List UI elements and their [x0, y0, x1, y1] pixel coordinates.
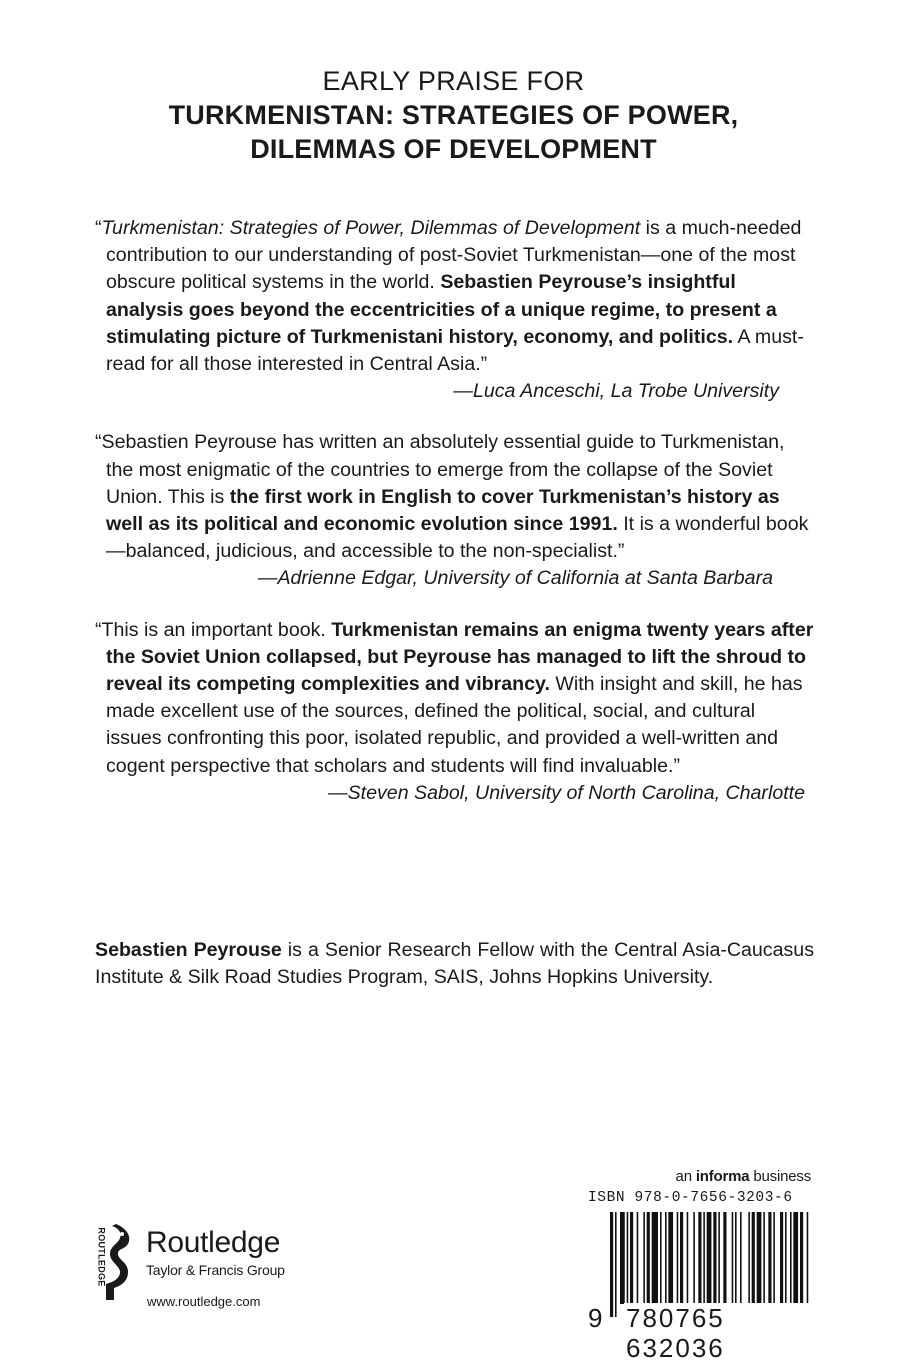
tagline-suffix: business	[749, 1168, 811, 1185]
barcode-bar	[732, 1212, 734, 1304]
barcode-bar	[790, 1212, 792, 1304]
barcode-bar	[807, 1212, 809, 1317]
barcode-bar	[693, 1212, 695, 1304]
publisher-logo	[92, 1222, 352, 1322]
publisher-group: Taylor & Francis Group	[146, 1262, 285, 1278]
informa-tagline	[676, 1168, 811, 1185]
barcode-bar	[800, 1212, 803, 1304]
tagline-bold: informa	[695, 1168, 750, 1185]
cover-header	[0, 64, 907, 166]
author-bio-text: is a Senior Research Fellow with the Central Asia-Caucasus Institute & Silk Road Studies Program, SAIS, Johns Hopkins University.	[95, 939, 814, 989]
quote-attribution: —Steven Sabol, University of North Carolina, Charlotte	[328, 781, 805, 804]
praise-quotes	[95, 215, 815, 807]
barcode-bar	[643, 1212, 645, 1304]
book-title-line-1: TURKMENISTAN: STRATEGIES OF POWER,	[168, 100, 739, 130]
barcode-bar	[785, 1212, 787, 1304]
author-bio	[95, 937, 814, 991]
barcode-bar	[665, 1212, 667, 1304]
barcode-bars	[610, 1212, 810, 1317]
barcode-bar	[773, 1212, 775, 1304]
publisher-name: Routledge	[146, 1226, 281, 1259]
barcode-bar	[768, 1212, 771, 1304]
isbn-text: ISBN 978-0-7656-3203-6	[588, 1190, 793, 1206]
praise-quote-2	[95, 429, 815, 592]
book-title-line-2: DILEMMAS OF DEVELOPMENT	[250, 134, 657, 164]
barcode-bar	[735, 1212, 737, 1304]
quote-attribution: —Luca Anceschi, La Trobe University	[453, 380, 779, 403]
quote-bold-text: Sebastien Peyrouse’s insightful analysis goes beyond the eccentricities of a unique regime, to present a stimulating picture of Turkmenistani history, economy, and politics.	[106, 271, 777, 348]
tagline-prefix: an	[675, 1168, 696, 1185]
quote-bold-text: the first work in English to cover Turkmenistan’s history as well as its political and economic evolution since 1991.	[106, 485, 780, 536]
isbn-barcode	[588, 1168, 813, 1363]
quote-text: is a much-needed contribution to our understanding of post-Soviet Turkmenistan—one of the most obscure political systems in the world.	[106, 217, 802, 294]
barcode-bar	[630, 1212, 633, 1304]
quote-bold-text: Turkmenistan remains an enigma twenty years after the Soviet Union collapsed, but Peyrouse has managed to lift the shroud to reveal its competing complexities and vibrancy.	[106, 618, 814, 696]
quote-body	[95, 215, 815, 378]
praise-quote-1	[95, 215, 815, 405]
header-kicker: EARLY PRAISE FOR	[322, 66, 585, 96]
barcode-bar	[620, 1212, 625, 1304]
barcode-bar	[677, 1212, 679, 1304]
barcode-bar	[615, 1212, 617, 1317]
quote-book-title: Turkmenistan: Strategies of Power, Dilemmas of Development	[101, 217, 641, 239]
barcode-bar	[757, 1212, 762, 1304]
barcode-bar	[748, 1212, 750, 1304]
barcode-bar	[740, 1212, 742, 1304]
barcode-bar	[718, 1212, 720, 1304]
barcode-bar	[637, 1212, 639, 1304]
author-name: Sebastien Peyrouse	[95, 939, 282, 961]
barcode-bar	[793, 1212, 798, 1304]
barcode-bar	[713, 1212, 716, 1317]
barcode-bar	[707, 1212, 712, 1317]
barcode-bar	[680, 1212, 683, 1304]
barcode-bar	[610, 1212, 613, 1317]
quote-text-end: With insight and skill, he has made excellent use of the sources, defined the political, social, and cultural issues confronting this poor, isolated republic, and provided a well-written and cogent perspective that scholars and students will find invaluable.”	[106, 673, 803, 777]
quote-text: “Sebastien Peyrouse has written an absolutely essential guide to Turkmenistan, the most enigmatic of the countries to emerge from the collapse of the Soviet Union. This is	[95, 431, 785, 508]
quote-text: “This is an important book.	[95, 618, 332, 641]
routledge-vertical-wordmark: ROUTLEDGE	[96, 1227, 107, 1287]
barcode-bar	[668, 1212, 673, 1304]
barcode-bar	[703, 1212, 705, 1304]
quote-text-end: A must-read for all those interested in Central Asia.”	[106, 325, 804, 376]
quote-text-end: It is a wonderful book—balanced, judicious, and accessible to the non-specialist.”	[106, 513, 809, 563]
quote-body	[95, 617, 815, 780]
praise-quote-3	[95, 617, 815, 807]
publisher-url: www.routledge.com	[147, 1294, 261, 1309]
open-quote-mark: “	[95, 217, 102, 239]
barcode-bar	[627, 1212, 629, 1304]
barcode-bar	[780, 1212, 783, 1304]
barcode-bar	[723, 1212, 726, 1304]
quote-body	[95, 429, 815, 565]
barcode-bar	[698, 1212, 701, 1304]
quote-attribution: —Adrienne Edgar, University of California at Santa Barbara	[257, 567, 773, 590]
barcode-bar	[763, 1212, 765, 1304]
barcode-digits: 780765 632036	[624, 1303, 813, 1363]
barcode-bar	[647, 1212, 650, 1304]
barcode-digit-first: 9	[588, 1303, 605, 1333]
barcode-bar	[752, 1212, 755, 1304]
barcode-bar	[687, 1212, 689, 1304]
barcode-bar	[652, 1212, 658, 1304]
barcode-bar	[660, 1212, 662, 1304]
